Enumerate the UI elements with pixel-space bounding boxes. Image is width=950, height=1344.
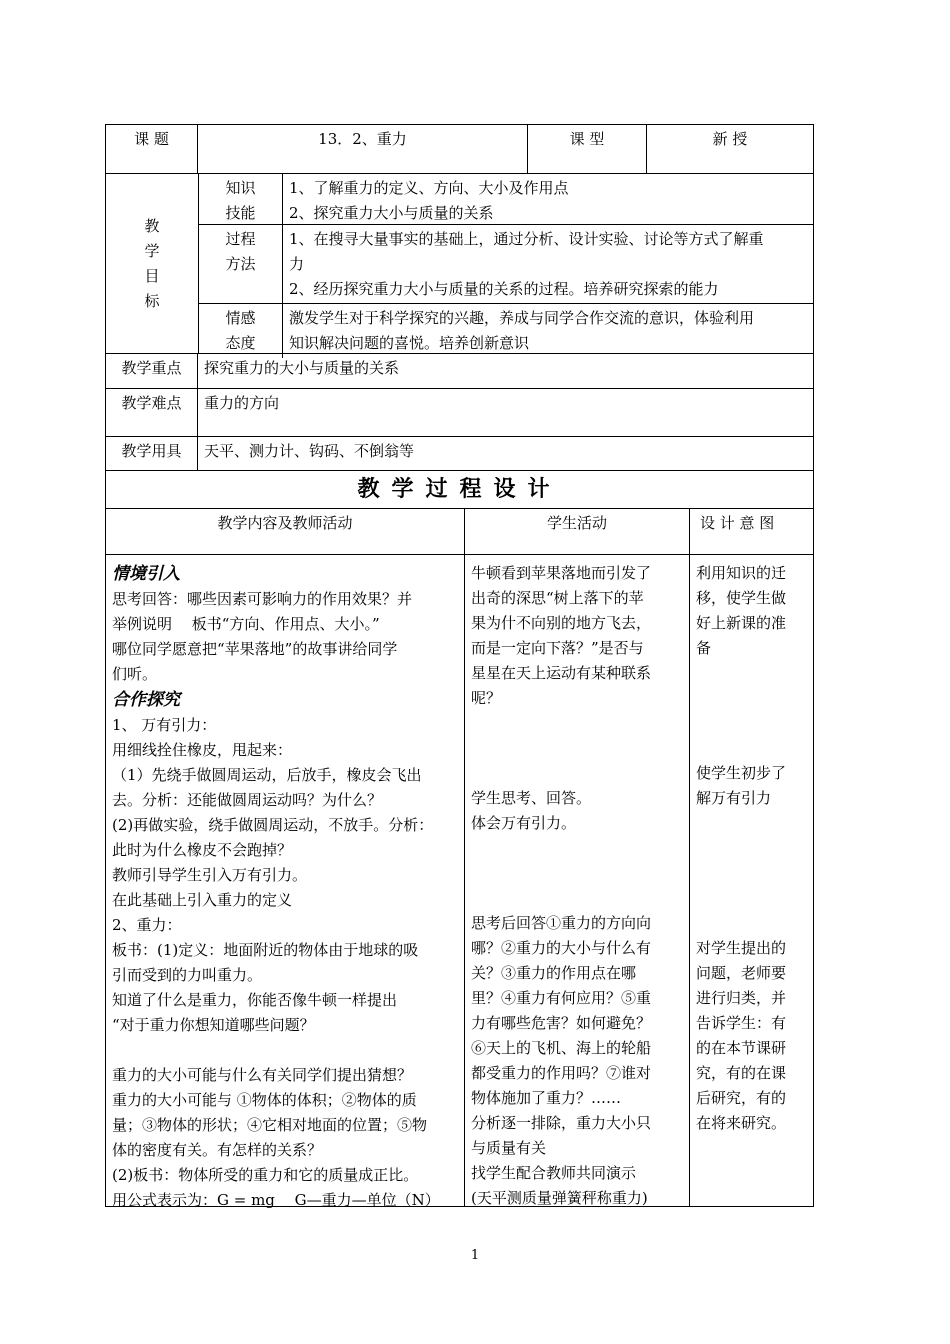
process-title-row bbox=[105, 471, 814, 509]
header-row bbox=[105, 124, 814, 174]
page-number: 1 bbox=[470, 1248, 480, 1263]
column-header-row bbox=[105, 509, 814, 555]
section-heading: 合作探究 bbox=[112, 690, 180, 710]
goal-row-process: 过程 方法 1、在搜寻大量事实的基础上，通过分析、设计实验、讨论等方式了解重 力 2、经历探究重力大小与质量的关系的过程。培养研究探索的能力 bbox=[199, 225, 813, 304]
section-heading: 情境引入 bbox=[112, 564, 180, 584]
col-intent-header: 设 计 意 图 bbox=[700, 514, 775, 532]
type-label: 课 型 bbox=[528, 125, 647, 173]
key-point-row bbox=[105, 354, 814, 389]
intent-column: 利用知识的迁 移，使学生做 好上新课的准 备 使学生初步了 解万有引力 对学生提出的 问题，老师要 进行归类，并 告诉学生：有 的在本节课研 究，有的在课 后研究，有的 在将来研究。 bbox=[696, 564, 787, 1132]
topic-value: 13．2、重力 bbox=[198, 125, 528, 173]
goals-block bbox=[105, 174, 814, 354]
col-student-header: 学生活动 bbox=[465, 509, 690, 554]
goals-label: 教 学 目 标 bbox=[106, 174, 199, 353]
type-value: 新 授 bbox=[712, 130, 748, 148]
tools-label: 教学用具 bbox=[106, 437, 198, 470]
difficulty-label: 教学难点 bbox=[106, 389, 198, 436]
key-point-value: 探究重力的大小与质量的关系 bbox=[204, 359, 400, 377]
student-column: 牛顿看到苹果落地而引发了 出奇的深思“树上落下的苹 果为什不向别的地方飞去， 而是一定向下落？”是否与 星星在天上运动有某种联系 呢？ 学生思考、回答。 体会万有引力。 思考后回答①重力的方向向 哪？②重力的大小与什么有 关？③重力的作用点在哪 里？④重力有何应用？⑤重 力有哪些危害？如何避免？ ⑥天上的飞机、海上的轮船 都受重力的作用吗？⑦谁对 物体施加了重力？…… 分析逐一排除，重力大小只 与质量有关 找学生配合教师共同演示 (天平测质量弹簧秤称重力) bbox=[465, 555, 690, 1206]
difficulty-row bbox=[105, 389, 814, 437]
lesson-plan-table bbox=[105, 124, 814, 1207]
topic-label: 课 题 bbox=[106, 125, 198, 173]
col-teacher-header: 教学内容及教师活动 bbox=[106, 509, 465, 554]
process-body-row bbox=[105, 555, 814, 1207]
key-point-label: 教学重点 bbox=[106, 354, 198, 388]
teacher-column: 情境引入 思考回答：哪些因素可影响力的作用效果？并 举例说明 板书“方向、作用点、大小。” 哪位同学愿意把“苹果落地”的故事讲给同学 们听。 合作探究 1、 万有引力： 用细线拴住橡皮，甩起来： （1）先绕手做圆周运动，后放手，橡皮会飞出 去。分析：还能做圆周运动吗？为什么？ (2)再做实验，绕手做圆周运动，不放手。分析： 此时为什么橡皮不会跑掉？ 教师引导学生引入万有引力。 在此基础上引入重力的定义 2、重力： 板书：(1)定义：地面附近的物体由于地球的吸 引而受到的力叫重力。 知道了什么是重力，你能否像牛顿一样提出 “对于重力你想知道哪些问题？ 重力的大小可能与什么有关同学们提出猜想？ 重力的大小可能与 ①物体的体积；②物体的质 量；③物体的形状；④它相对地面的位置；⑤物 体的密度有关。有怎样的关系？ (2)板书：物体所受的重力和它的质量成正比。 用公式表示为：G = mg G—重力—单位（N） bbox=[106, 555, 465, 1206]
goal-row-knowledge: 知识 技能 1、了解重力的定义、方向、大小及作用点 2、探究重力大小与质量的关系 bbox=[199, 174, 813, 225]
process-title: 教学过程设计 bbox=[357, 476, 562, 502]
tools-value: 天平、测力计、钩码、不倒翁等 bbox=[204, 442, 415, 460]
difficulty-value: 重力的方向 bbox=[204, 394, 280, 412]
goal-row-attitude: 情感 态度 激发学生对于科学探究的兴趣，养成与同学合作交流的意识，体验利用 知识解决问题的喜悦。培养创新意识 bbox=[199, 304, 813, 358]
tools-row bbox=[105, 437, 814, 471]
